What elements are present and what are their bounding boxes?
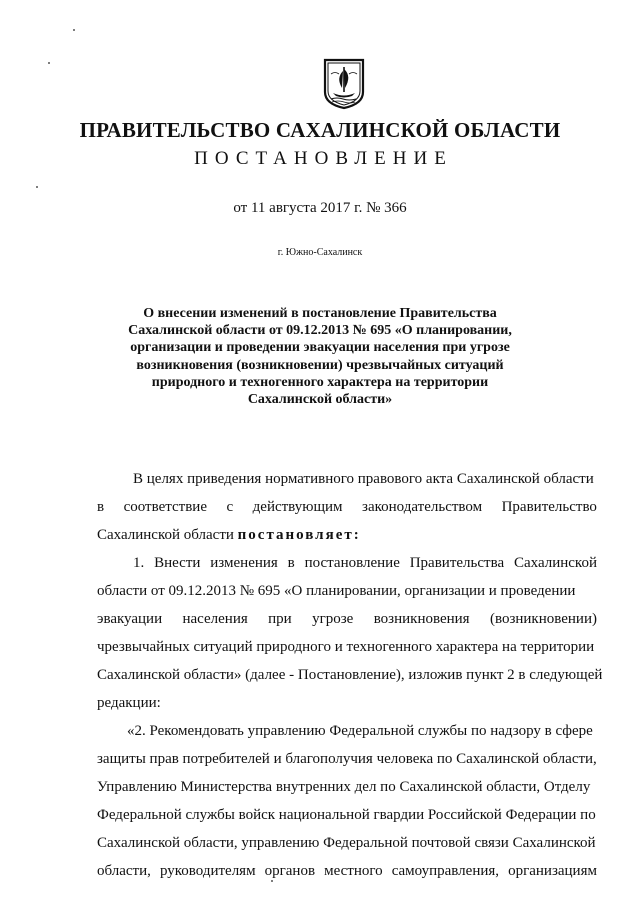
body-line-justified <box>97 497 597 517</box>
scan-speck <box>73 29 75 31</box>
resolution-keyword: постановляет: <box>237 527 361 543</box>
scan-speck <box>36 186 38 188</box>
body-word: (возникновении) <box>489 611 597 627</box>
body-line <box>97 525 597 545</box>
body-word: соответствие <box>123 499 207 515</box>
body-word: органов <box>264 863 316 879</box>
document-subject: О внесении изменений в постановление Правительства Сахалинской области от 09.12.2013 № 695 «О планировании, организации и проведении эвакуации населения при угрозе возникновения (возникновении) чрезвычайных ситуаций природного и техногенного характера на территории Сахалинской области» <box>128 306 512 408</box>
body-word: в <box>287 555 295 571</box>
body-word: Сахалинской <box>513 555 597 571</box>
body-word: эвакуации <box>97 611 163 627</box>
body-word: возникновения <box>373 611 470 627</box>
body-line: В целях приведения нормативного правового акта Сахалинской области <box>133 471 594 487</box>
body-line: Сахалинской области» (далее - Постановление), изложив пункт 2 в следующей <box>97 667 603 683</box>
document-date-number: от 11 августа 2017 г. № 366 <box>233 200 407 216</box>
body-word: угрозе <box>312 611 354 627</box>
body-word: организациям <box>508 863 597 879</box>
body-word: Правительства <box>409 555 505 571</box>
body-word: изменения <box>210 555 278 571</box>
body-line: защиты прав потребителей и благополучия человека по Сахалинской области, <box>97 751 597 767</box>
body-word: действующим <box>252 499 343 515</box>
body-line-justified <box>97 609 597 629</box>
body-word: местного <box>324 863 383 879</box>
document-city: г. Южно-Сахалинск <box>277 247 363 258</box>
coat-of-arms-emblem <box>323 58 365 110</box>
body-word: Правительство <box>501 499 597 515</box>
body-line: редакции: <box>97 695 161 711</box>
body-word: с <box>226 499 234 515</box>
body-word: руководителям <box>159 863 256 879</box>
body-line: Сахалинской области, управлению Федеральной почтовой связи Сахалинской <box>97 835 596 851</box>
body-word: в <box>97 499 105 515</box>
body-word: области, <box>97 863 151 879</box>
body-line: чрезвычайных ситуаций природного и техногенного характера на территории <box>97 639 595 655</box>
body-word: самоуправления, <box>391 863 500 879</box>
body-text: Сахалинской области <box>97 527 238 543</box>
body-line: области от 09.12.2013 № 695 «О планировании, организации и проведении <box>97 583 576 599</box>
body-word: постановление <box>304 555 400 571</box>
body-word: населения <box>182 611 248 627</box>
government-title: ПРАВИТЕЛЬСТВО САХАЛИНСКОЙ ОБЛАСТИ <box>79 118 561 142</box>
body-word: при <box>268 611 292 627</box>
body-word: Внести <box>154 555 201 571</box>
body-line: Управлению Министерства внутренних дел по Сахалинской области, Отделу <box>97 779 591 795</box>
scan-speck <box>271 880 273 882</box>
body-line-justified <box>97 553 597 573</box>
body-line: «2. Рекомендовать управлению Федеральной службы по надзору в сфере <box>127 723 593 739</box>
body-line-justified <box>97 861 597 881</box>
scan-speck <box>48 62 50 64</box>
document-type: ПОСТАНОВЛЕНИЕ <box>194 148 453 169</box>
body-word: 1. <box>133 555 145 571</box>
body-word: законодательством <box>362 499 483 515</box>
body-line: Федеральной службы войск национальной гвардии Российской Федерации по <box>97 807 596 823</box>
